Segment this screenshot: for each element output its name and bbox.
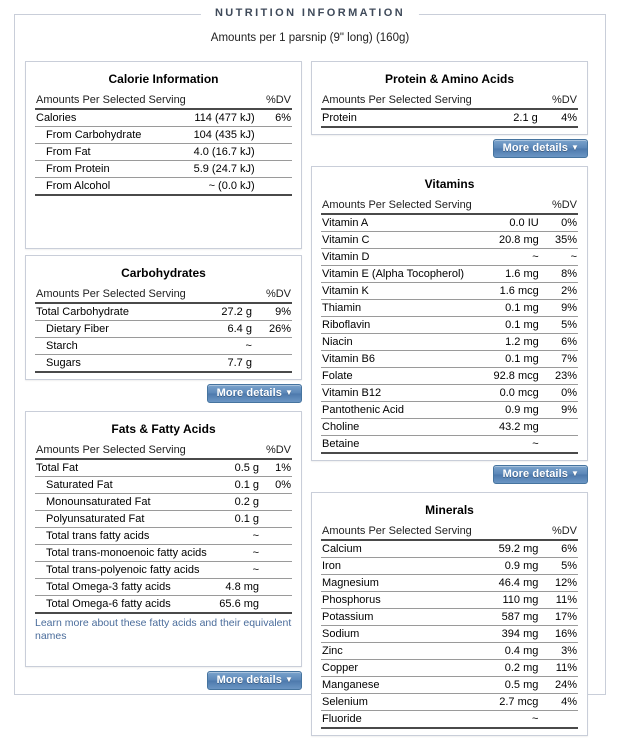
nutrient-dv: 6%	[539, 540, 578, 558]
table-row	[321, 266, 578, 283]
nutrient-name: Zinc	[321, 643, 473, 660]
column-header-amounts: Amounts Per Selected Serving	[321, 197, 473, 214]
nutrient-dv: 11%	[539, 660, 578, 677]
fats-more-row	[25, 671, 302, 690]
table-row	[321, 540, 578, 558]
nutrient-dv: 2%	[540, 283, 578, 300]
panel-fats-fatty-acids	[25, 411, 302, 667]
nutrient-dv: 9%	[540, 402, 578, 419]
nutrient-dv	[256, 178, 292, 196]
nutrient-amount: 46.4 mg	[473, 575, 540, 592]
panel-vitamins	[311, 166, 588, 461]
nutrient-amount: 2.7 mcg	[473, 694, 540, 711]
panel-calorie-information	[25, 61, 302, 249]
nutrient-name: Phosphorus	[321, 592, 473, 609]
nutrient-name: Total Carbohydrate	[35, 303, 187, 321]
nutrient-dv: 8%	[540, 266, 578, 283]
nutrient-amount: 7.7 g	[187, 355, 253, 373]
fatty-acids-info-link[interactable]: Learn more about these fatty acids and their equivalent names	[35, 617, 292, 642]
panel-title: Protein & Amino Acids	[384, 72, 515, 86]
nutrient-amount: 110 mg	[473, 592, 540, 609]
panel-title: Minerals	[425, 503, 474, 517]
table-row	[35, 596, 292, 614]
nutrient-dv: 16%	[539, 626, 578, 643]
column-header-dv: %DV	[260, 442, 292, 459]
panel-protein-amino-acids	[311, 61, 588, 135]
table-row	[321, 232, 578, 249]
nutrient-dv: 24%	[539, 677, 578, 694]
column-header-amounts: Amounts Per Selected Serving	[35, 442, 208, 459]
nutrient-name: From Carbohydrate	[35, 127, 187, 144]
nutrient-dv: 1%	[260, 459, 292, 477]
nutrient-amount: 0.5 g	[208, 459, 260, 477]
nutrient-dv	[540, 419, 578, 436]
nutrient-name: Total Omega-3 fatty acids	[35, 579, 208, 596]
column-header-amounts: Amounts Per Selected Serving	[321, 92, 473, 109]
table-header-row	[321, 197, 578, 214]
chevron-down-icon: ▼	[284, 388, 293, 397]
nutrient-dv	[260, 511, 292, 528]
nutrient-dv	[256, 127, 292, 144]
nutrient-amount: ~	[208, 545, 260, 562]
column-header-amounts: Amounts Per Selected Serving	[35, 92, 187, 109]
nutrient-amount: 0.1 g	[208, 511, 260, 528]
table-row	[35, 178, 292, 196]
table-row	[35, 562, 292, 579]
nutrient-dv: 12%	[539, 575, 578, 592]
panel-filler	[35, 196, 292, 242]
nutrient-amount: 4.8 mg	[208, 579, 260, 596]
nutrient-dv: 7%	[540, 351, 578, 368]
table-row	[321, 334, 578, 351]
nutrient-name: Polyunsaturated Fat	[35, 511, 208, 528]
nutrient-amount: 0.1 mg	[473, 351, 540, 368]
nutrient-name: Monounsaturated Fat	[35, 494, 208, 511]
nutrient-dv: 0%	[540, 214, 578, 232]
nutrient-dv	[260, 596, 292, 614]
table-header-row	[35, 92, 292, 109]
nutrient-dv	[539, 711, 578, 729]
table-row	[321, 643, 578, 660]
table-row	[321, 419, 578, 436]
nutrient-name: Total Fat	[35, 459, 208, 477]
nutrient-dv: 17%	[539, 609, 578, 626]
table-header-row	[321, 92, 578, 109]
nutrient-dv: 26%	[253, 321, 292, 338]
more-details-button-vitamins[interactable]	[493, 465, 588, 484]
nutrient-name: Total trans-polyenoic fatty acids	[35, 562, 208, 579]
nutrient-dv: 6%	[256, 109, 292, 127]
nutrient-name: Copper	[321, 660, 473, 677]
more-details-label: More details	[216, 674, 282, 686]
nutrient-amount: 59.2 mg	[473, 540, 540, 558]
nutrient-amount: 0.2 g	[208, 494, 260, 511]
table-row	[35, 161, 292, 178]
nutrient-dv: ~	[540, 249, 578, 266]
nutrient-amount: 0.1 mg	[473, 317, 540, 334]
table-row	[321, 592, 578, 609]
table-row	[321, 677, 578, 694]
nutrient-amount: ~	[208, 562, 260, 579]
chevron-down-icon: ▼	[570, 143, 579, 152]
nutrient-amount: 43.2 mg	[473, 419, 540, 436]
table-row	[321, 626, 578, 643]
more-details-button-protein[interactable]	[493, 139, 588, 158]
table-row	[321, 436, 578, 454]
nutrient-amount: 65.6 mg	[208, 596, 260, 614]
panel-filler	[35, 642, 292, 660]
table-row	[321, 694, 578, 711]
column-header-value	[473, 523, 540, 540]
table-row	[35, 127, 292, 144]
nutrient-amount: ~	[473, 711, 540, 729]
column-header-value	[187, 92, 256, 109]
vitamins-more-row	[311, 465, 588, 484]
nutrient-amount: 1.6 mcg	[473, 283, 540, 300]
carbohydrates-table	[35, 286, 292, 373]
nutrient-dv: 5%	[540, 317, 578, 334]
nutrient-dv: 6%	[540, 334, 578, 351]
nutrient-dv	[253, 355, 292, 373]
nutrient-amount: ~	[208, 528, 260, 545]
nutrient-amount: ~ (0.0 kJ)	[187, 178, 256, 196]
chevron-down-icon: ▼	[284, 675, 293, 684]
nutrient-dv	[260, 579, 292, 596]
nutrient-amount: 0.9 mg	[473, 558, 540, 575]
nutrient-dv: 0%	[260, 477, 292, 494]
nutrient-amount: 0.0 IU	[473, 214, 540, 232]
column-header-dv: %DV	[253, 286, 292, 303]
nutrient-dv	[260, 494, 292, 511]
table-row	[321, 317, 578, 334]
nutrient-dv: 35%	[540, 232, 578, 249]
right-column	[311, 61, 588, 742]
column-header-amounts: Amounts Per Selected Serving	[35, 286, 187, 303]
protein-more-row	[311, 139, 588, 158]
nutrient-amount: 0.2 mg	[473, 660, 540, 677]
table-row	[35, 109, 292, 127]
nutrient-amount: 0.1 mg	[473, 300, 540, 317]
nutrient-amount: 0.5 mg	[473, 677, 540, 694]
column-header-value	[187, 286, 253, 303]
nutrient-name: Pantothenic Acid	[321, 402, 473, 419]
nutrition-panel-frame	[14, 7, 606, 725]
table-row	[321, 711, 578, 729]
table-header-row	[35, 286, 292, 303]
nutrient-name: Vitamin E (Alpha Tocopherol)	[321, 266, 473, 283]
vitamins-table	[321, 197, 578, 454]
nutrient-amount: ~	[473, 249, 540, 266]
table-header-row	[35, 442, 292, 459]
nutrient-amount: 0.9 mg	[473, 402, 540, 419]
serving-subtitle: Amounts per 1 parsnip (9" long) (160g)	[210, 32, 410, 44]
column-header-value	[208, 442, 260, 459]
nutrient-amount: 6.4 g	[187, 321, 253, 338]
column-header-value	[473, 197, 540, 214]
nutrient-amount: 2.1 g	[473, 109, 539, 127]
nutrient-amount: 587 mg	[473, 609, 540, 626]
table-row	[321, 558, 578, 575]
nutrient-name: Vitamin D	[321, 249, 473, 266]
panel-title: Calorie Information	[108, 72, 219, 86]
nutrient-amount: 5.9 (24.7 kJ)	[187, 161, 256, 178]
nutrient-name: Vitamin B6	[321, 351, 473, 368]
column-header-dv: %DV	[540, 197, 578, 214]
nutrient-dv: 3%	[539, 643, 578, 660]
nutrient-dv: 4%	[539, 109, 578, 127]
table-row	[321, 575, 578, 592]
table-header-row	[321, 523, 578, 540]
table-row	[321, 660, 578, 677]
column-header-dv: %DV	[256, 92, 292, 109]
protein-table	[321, 92, 578, 128]
table-row	[35, 303, 292, 321]
nutrient-name: From Alcohol	[35, 178, 187, 196]
table-row	[35, 579, 292, 596]
nutrient-name: Total trans fatty acids	[35, 528, 208, 545]
nutrient-dv: 0%	[540, 385, 578, 402]
table-row	[321, 385, 578, 402]
panel-title: Vitamins	[424, 177, 475, 191]
nutrient-name: Vitamin K	[321, 283, 473, 300]
panel-title: Carbohydrates	[121, 266, 206, 280]
column-header-amounts: Amounts Per Selected Serving	[321, 523, 473, 540]
nutrient-amount: 27.2 g	[187, 303, 253, 321]
table-row	[321, 609, 578, 626]
nutrient-dv: 23%	[540, 368, 578, 385]
table-row	[321, 368, 578, 385]
nutrient-name: Total Omega-6 fatty acids	[35, 596, 208, 614]
page-title: NUTRITION INFORMATION	[201, 7, 419, 19]
nutrient-dv	[256, 161, 292, 178]
chevron-down-icon: ▼	[570, 469, 579, 478]
nutrient-name: Manganese	[321, 677, 473, 694]
column-header-dv: %DV	[539, 523, 578, 540]
nutrient-name: Total trans-monoenoic fatty acids	[35, 545, 208, 562]
calorie-table	[35, 92, 292, 196]
table-row	[35, 321, 292, 338]
more-details-button-fats[interactable]	[207, 671, 302, 690]
more-details-label: More details	[502, 142, 568, 154]
nutrient-amount: 20.8 mg	[473, 232, 540, 249]
fats-table	[35, 442, 292, 614]
nutrient-name: Dietary Fiber	[35, 321, 187, 338]
table-row	[321, 402, 578, 419]
nutrient-amount: 1.2 mg	[473, 334, 540, 351]
nutrient-dv	[540, 436, 578, 454]
nutrient-amount: 0.0 mcg	[473, 385, 540, 402]
column-header-value	[473, 92, 539, 109]
nutrient-dv: 4%	[539, 694, 578, 711]
nutrient-name: Vitamin C	[321, 232, 473, 249]
left-column	[25, 61, 302, 698]
nutrient-name: Niacin	[321, 334, 473, 351]
table-row	[35, 511, 292, 528]
nutrient-amount: 0.4 mg	[473, 643, 540, 660]
nutrient-dv	[256, 144, 292, 161]
nutrient-name: Thiamin	[321, 300, 473, 317]
nutrient-amount: 0.1 g	[208, 477, 260, 494]
nutrient-amount: ~	[473, 436, 540, 454]
nutrient-name: Vitamin B12	[321, 385, 473, 402]
table-row	[321, 109, 578, 127]
nutrient-name: Vitamin A	[321, 214, 473, 232]
nutrient-name: Calcium	[321, 540, 473, 558]
nutrient-amount: 92.8 mcg	[473, 368, 540, 385]
nutrient-name: Potassium	[321, 609, 473, 626]
table-row	[321, 351, 578, 368]
table-row	[321, 300, 578, 317]
table-row	[35, 459, 292, 477]
table-row	[35, 338, 292, 355]
nutrient-name: Calories	[35, 109, 187, 127]
panel-minerals	[311, 492, 588, 736]
nutrient-name: From Protein	[35, 161, 187, 178]
nutrient-name: Sugars	[35, 355, 187, 373]
nutrient-name: Choline	[321, 419, 473, 436]
nutrient-name: Saturated Fat	[35, 477, 208, 494]
nutrient-amount: 394 mg	[473, 626, 540, 643]
panel-carbohydrates	[25, 255, 302, 380]
table-row	[321, 283, 578, 300]
nutrient-name: Sodium	[321, 626, 473, 643]
table-row	[35, 545, 292, 562]
nutrient-dv	[253, 338, 292, 355]
more-details-button-carbohydrates[interactable]	[207, 384, 302, 403]
table-row	[35, 144, 292, 161]
column-header-dv: %DV	[539, 92, 578, 109]
nutrient-amount: 104 (435 kJ)	[187, 127, 256, 144]
panel-title: Fats & Fatty Acids	[111, 422, 216, 436]
nutrient-amount: 1.6 mg	[473, 266, 540, 283]
nutrient-amount: 4.0 (16.7 kJ)	[187, 144, 256, 161]
panels-columns	[15, 15, 607, 725]
table-row	[35, 528, 292, 545]
nutrient-name: Fluoride	[321, 711, 473, 729]
table-row	[35, 355, 292, 373]
nutrient-name: Folate	[321, 368, 473, 385]
nutrient-name: Magnesium	[321, 575, 473, 592]
carbohydrates-more-row	[25, 384, 302, 403]
nutrient-name: Selenium	[321, 694, 473, 711]
nutrient-dv: 11%	[539, 592, 578, 609]
table-row	[35, 494, 292, 511]
nutrient-name: Protein	[321, 109, 473, 127]
nutrient-amount: 114 (477 kJ)	[187, 109, 256, 127]
nutrient-dv	[260, 562, 292, 579]
nutrient-name: Starch	[35, 338, 187, 355]
nutrient-dv: 5%	[539, 558, 578, 575]
nutrient-dv	[260, 528, 292, 545]
nutrient-name: Betaine	[321, 436, 473, 454]
more-details-label: More details	[502, 468, 568, 480]
nutrient-name: From Fat	[35, 144, 187, 161]
nutrient-name: Iron	[321, 558, 473, 575]
nutrient-name: Riboflavin	[321, 317, 473, 334]
nutrient-dv	[260, 545, 292, 562]
more-details-label: More details	[216, 387, 282, 399]
minerals-table	[321, 523, 578, 729]
nutrient-dv: 9%	[540, 300, 578, 317]
table-row	[321, 249, 578, 266]
table-row	[35, 477, 292, 494]
table-row	[321, 214, 578, 232]
nutrient-dv: 9%	[253, 303, 292, 321]
nutrient-amount: ~	[187, 338, 253, 355]
